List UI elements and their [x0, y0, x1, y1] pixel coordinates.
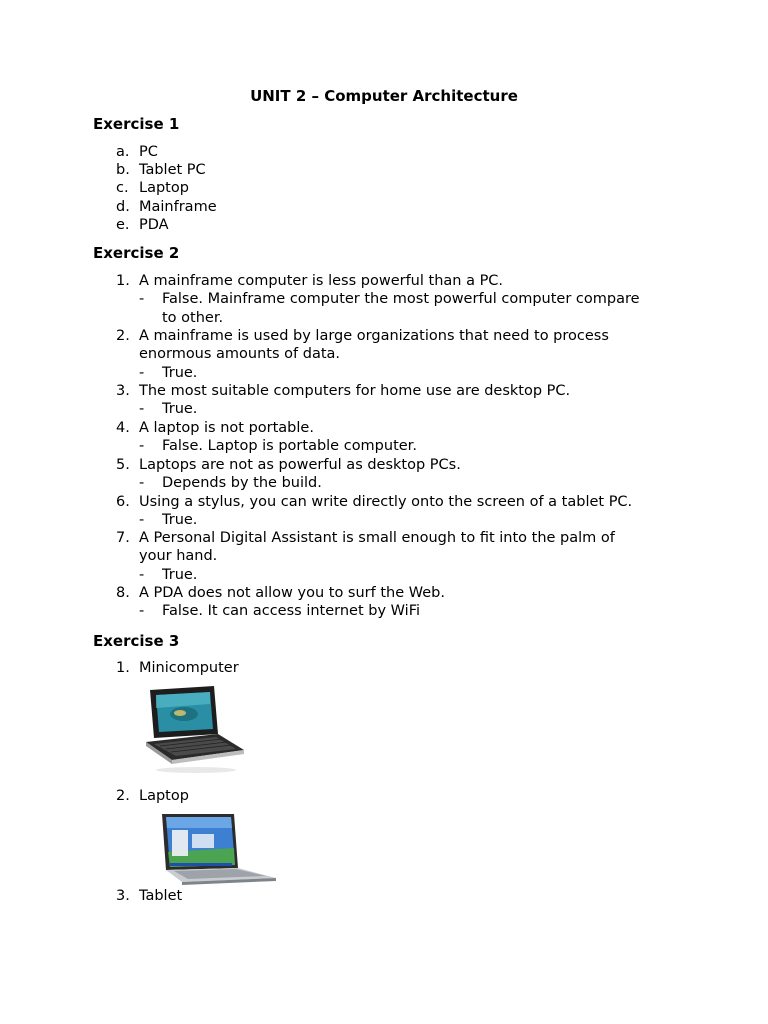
- list-item-text: Tablet: [139, 888, 183, 904]
- answer-dash: -: [139, 603, 145, 619]
- answer-text: False. Laptop is portable computer.: [162, 438, 417, 454]
- list-item-text: Mainframe: [139, 199, 217, 215]
- list-item-text: PDA: [139, 217, 169, 233]
- question-text: The most suitable computers for home use are desktop PC.: [139, 383, 571, 399]
- question-text: A mainframe computer is less powerful than a PC.: [139, 273, 504, 289]
- answer-text: True.: [162, 365, 198, 381]
- list-marker: 1.: [116, 273, 130, 289]
- laptop-photo: [158, 812, 280, 886]
- list-item-text: Laptop: [139, 788, 189, 804]
- exercise-1-heading: Exercise 1: [93, 115, 180, 133]
- list-marker: 6.: [116, 494, 130, 510]
- answer-text: to other.: [162, 310, 224, 326]
- answer-dash: -: [139, 475, 145, 491]
- list-marker: 8.: [116, 585, 130, 601]
- question-text: A PDA does not allow you to surf the Web.: [139, 585, 445, 601]
- minicomputer-photo: [144, 684, 246, 776]
- list-item-text: Tablet PC: [139, 162, 206, 178]
- list-item-text: Laptop: [139, 180, 189, 196]
- answer-text: True.: [162, 567, 198, 583]
- answer-dash: -: [139, 567, 145, 583]
- answer-dash: -: [139, 438, 145, 454]
- question-text: A mainframe is used by large organizations that need to process: [139, 328, 609, 344]
- page-title: UNIT 2 – Computer Architecture: [250, 87, 518, 105]
- question-text: Laptops are not as powerful as desktop PCs.: [139, 457, 461, 473]
- exercise-3-heading: Exercise 3: [93, 632, 180, 650]
- answer-dash: -: [139, 512, 145, 528]
- list-marker: d.: [116, 199, 130, 215]
- list-marker: c.: [116, 180, 129, 196]
- list-marker: 5.: [116, 457, 130, 473]
- answer-dash: -: [139, 401, 145, 417]
- answer-text: True.: [162, 512, 198, 528]
- list-marker: a.: [116, 144, 130, 160]
- question-text: Using a stylus, you can write directly onto the screen of a tablet PC.: [139, 494, 633, 510]
- question-text: enormous amounts of data.: [139, 346, 341, 362]
- list-marker: 2.: [116, 788, 130, 804]
- list-item-text: Minicomputer: [139, 660, 239, 676]
- answer-text: False. It can access internet by WiFi: [162, 603, 421, 619]
- question-text: A Personal Digital Assistant is small enough to fit into the palm of: [139, 530, 615, 546]
- answer-text: True.: [162, 401, 198, 417]
- list-marker: 3.: [116, 383, 130, 399]
- exercise-2-heading: Exercise 2: [93, 244, 180, 262]
- answer-dash: -: [139, 365, 145, 381]
- list-marker: 3.: [116, 888, 130, 904]
- list-marker: 1.: [116, 660, 130, 676]
- question-text: A laptop is not portable.: [139, 420, 314, 436]
- answer-text: Depends by the build.: [162, 475, 322, 491]
- list-marker: 7.: [116, 530, 130, 546]
- answer-text: False. Mainframe computer the most powerful computer compare: [162, 291, 640, 307]
- list-marker: e.: [116, 217, 130, 233]
- answer-dash: -: [139, 291, 145, 307]
- list-marker: b.: [116, 162, 130, 178]
- list-marker: 2.: [116, 328, 130, 344]
- list-marker: 4.: [116, 420, 130, 436]
- list-item-text: PC: [139, 144, 158, 160]
- question-text: your hand.: [139, 548, 218, 564]
